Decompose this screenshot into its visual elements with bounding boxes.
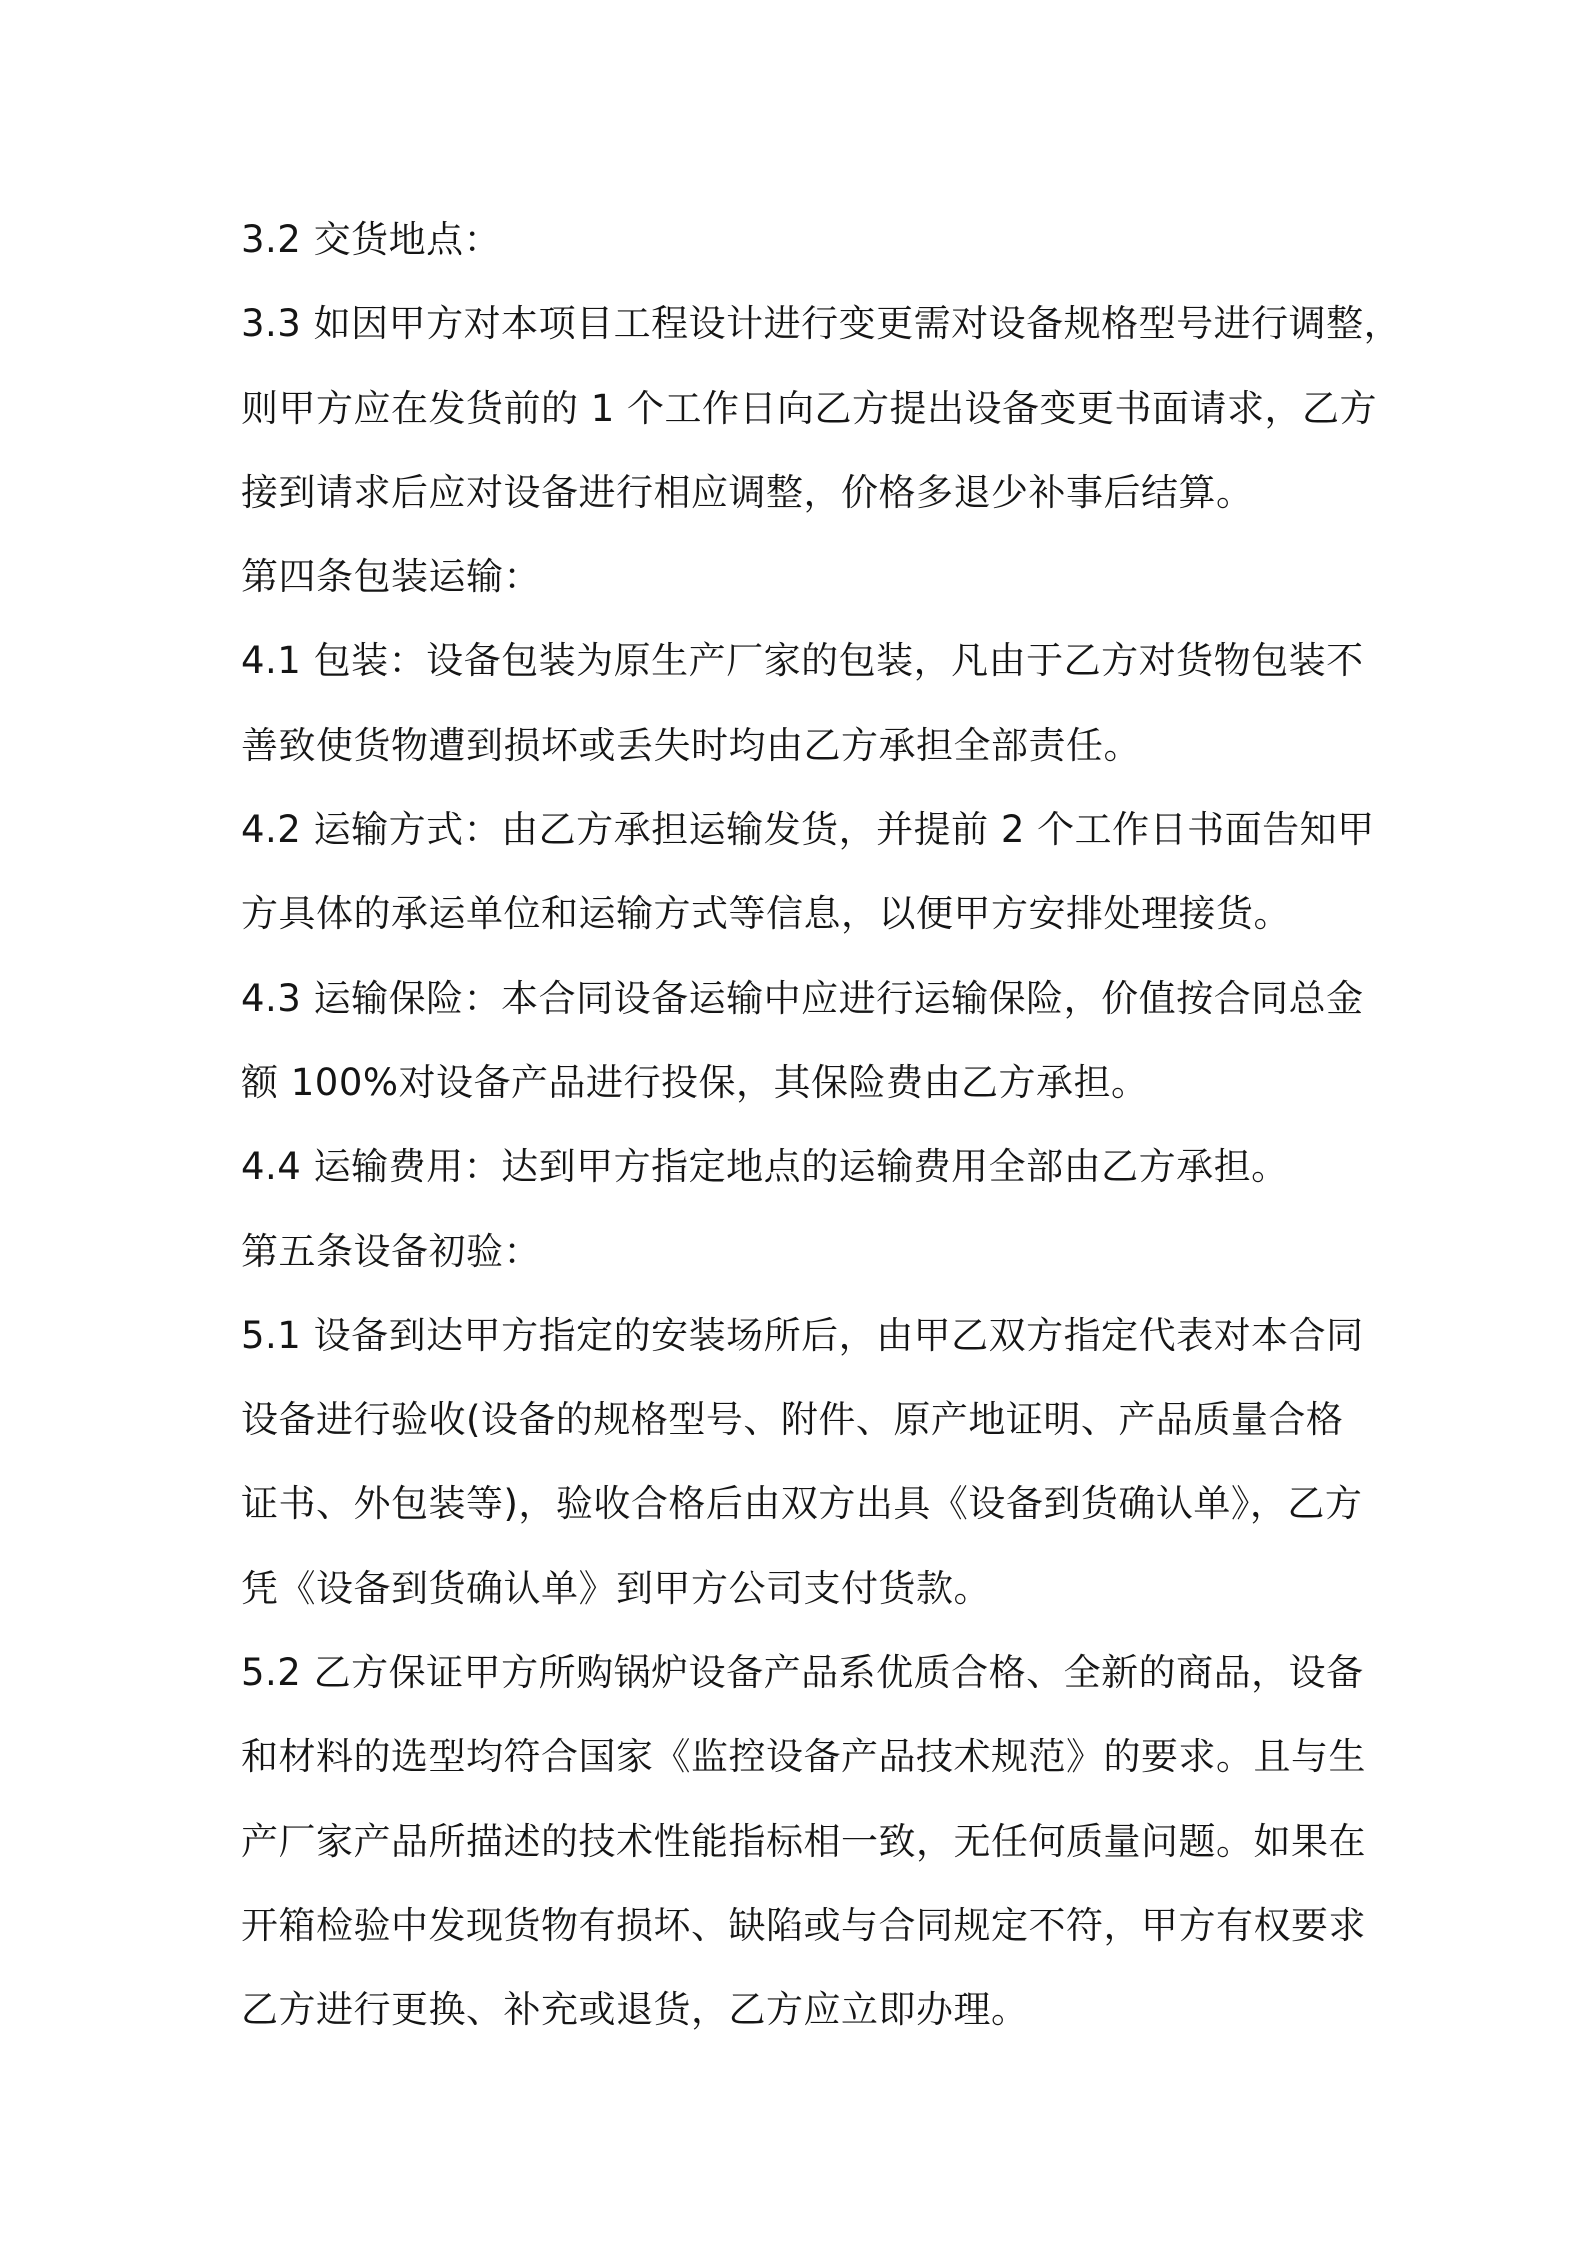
text-line: 设备进行验收(设备的规格型号、附件、原产地证明、产品质量合格 [241, 1398, 1344, 1442]
text-line: 产厂家产品所描述的技术性能指标相一致，无任何质量问题。如果在 [241, 1819, 1366, 1863]
document-body [241, 198, 1402, 2053]
text-line: 4.3 运输保险：本合同设备运输中应进行运输保险，价值按合同总金 [241, 976, 1364, 1020]
text-line: 凭《设备到货确认单》到甲方公司支付货款。 [241, 1566, 991, 1610]
text-line: 乙方进行更换、补充或退货，乙方应立即办理。 [241, 1988, 1029, 2032]
text-line: 5.1 设备到达甲方指定的安装场所后，由甲乙双方指定代表对本合同 [241, 1313, 1364, 1357]
text-line: 4.2 运输方式：由乙方承担运输发货，并提前 2 个工作日书面告知甲 [241, 808, 1375, 852]
text-line: 和材料的选型均符合国家《监控设备产品技术规范》的要求。且与生 [241, 1735, 1366, 1779]
text-line: 证书、外包装等)，验收合格后由双方出具《设备到货确认单》，乙方 [241, 1482, 1363, 1526]
text-line: 3.2 交货地点： [241, 218, 502, 261]
text-line: 3.3 如因甲方对本项目工程设计进行变更需对设备规格型号进行调整， [241, 302, 1402, 346]
text-line: 开箱检验中发现货物有损坏、缺陷或与合同规定不符，甲方有权要求 [241, 1903, 1366, 1947]
text-line: 则甲方应在发货前的 1 个工作日向乙方提出设备变更书面请求，乙方 [241, 386, 1378, 430]
text-line: 4.1 包装：设备包装为原生产厂家的包装，凡由于乙方对货物包装不 [241, 639, 1364, 683]
section-heading: 第五条设备初验： [241, 1229, 541, 1273]
section-heading: 第四条包装运输： [241, 555, 541, 599]
text-line: 4.4 运输费用：达到甲方指定地点的运输费用全部由乙方承担。 [241, 1145, 1289, 1189]
text-line: 善致使货物遭到损坏或丢失时均由乙方承担全部责任。 [241, 723, 1141, 767]
text-line: 方具体的承运单位和运输方式等信息，以便甲方安排处理接货。 [241, 892, 1291, 936]
text-line: 5.2 乙方保证甲方所购锅炉设备产品系优质合格、全新的商品，设备 [241, 1651, 1364, 1695]
text-line: 接到请求后应对设备进行相应调整，价格多退少补事后结算。 [241, 470, 1254, 514]
text-line: 额 100%对设备产品进行投保，其保险费由乙方承担。 [241, 1060, 1149, 1104]
